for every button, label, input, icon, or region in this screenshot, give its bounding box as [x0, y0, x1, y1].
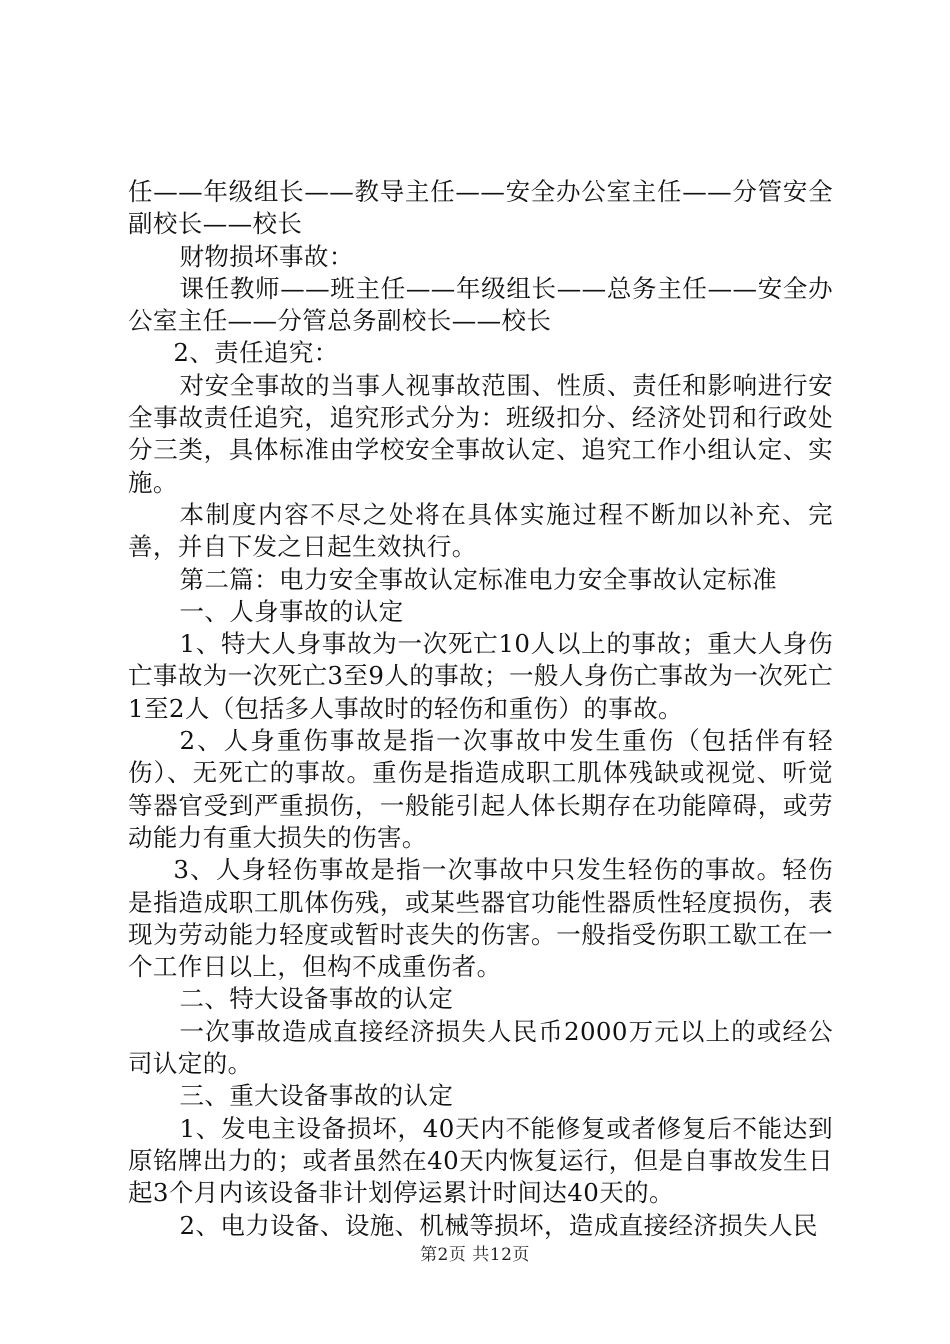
paragraph-serious-equipment-2: 2、电力设备、设施、机械等损坏，造成直接经济损失人民	[179, 1210, 818, 1240]
paragraph-personal-accident-heading: 一、人身事故的认定	[179, 596, 404, 626]
paragraph-responsibility-body: 对安全事故的当事人视事故范围、性质、责任和影响进行安全事故责任追究，追究形式分为：班级扣分、经济处罚和行政处分三类，具体标准由学校安全事故认定、追究工作小组认定、实施。	[128, 370, 833, 497]
paragraph-serious-equipment-1: 1、发电主设备损坏，40天内不能修复或者修复后不能达到原铭牌出力的；或者虽然在40天内恢复运行，但是自事故发生日起3个月内该设备非计划停运累计时间达40天的。	[128, 1113, 833, 1208]
paragraph-report-chain-safety: 任——年级组长——教导主任——安全办公室主任——分管安全副校长——校长	[128, 177, 833, 239]
paragraph-major-equipment-heading: 二、特大设备事故的认定	[179, 984, 454, 1014]
paragraph-part-two-title: 第二篇：电力安全事故认定标准电力安全事故认定标准	[179, 564, 778, 594]
paragraph-personal-accident-3: 3、人身轻伤事故是指一次事故中只发生轻伤的事故。轻伤是指造成职工肌体伤残，或某些器官功能性器质性轻度损伤，表现为劳动能力轻度或暂时丧失的伤害。一般指受伤职工歇工在一个工作日以上，但构不成重伤者。	[128, 855, 833, 982]
paragraph-supplement-note: 本制度内容不尽之处将在具体实施过程不断加以补充、完善，并自下发之日起生效执行。	[128, 499, 833, 562]
paragraph-serious-equipment-heading: 三、重大设备事故的认定	[179, 1081, 454, 1111]
paragraph-responsibility-heading: 2、责任追究：	[173, 338, 339, 368]
page-footer: 第2页 共12页	[420, 1245, 530, 1265]
paragraph-property-damage-chain: 课任教师——班主任——年级组长——总务主任——安全办公室主任——分管总务副校长——校长	[128, 273, 833, 336]
paragraph-personal-accident-2: 2、人身重伤事故是指一次事故中发生重伤（包括伴有轻伤）、无死亡的事故。重伤是指造成职工肌体残缺或视觉、听觉等器官受到严重损伤，一般能引起人体长期存在功能障碍，或劳动能力有重大损失的伤害。	[128, 726, 833, 852]
paragraph-personal-accident-1: 1、特大人身事故为一次死亡10人以上的事故；重大人身伤亡事故为一次死亡3至9人的事故；一般人身伤亡事故为一次死亡1至2人（包括多人事故时的轻伤和重伤）的事故。	[128, 629, 833, 723]
paragraph-major-equipment-body: 一次事故造成直接经济损失人民币2000万元以上的或经公司认定的。	[128, 1016, 833, 1079]
document-body	[128, 176, 833, 1242]
paragraph-property-damage-heading: 财物损坏事故：	[179, 241, 354, 271]
